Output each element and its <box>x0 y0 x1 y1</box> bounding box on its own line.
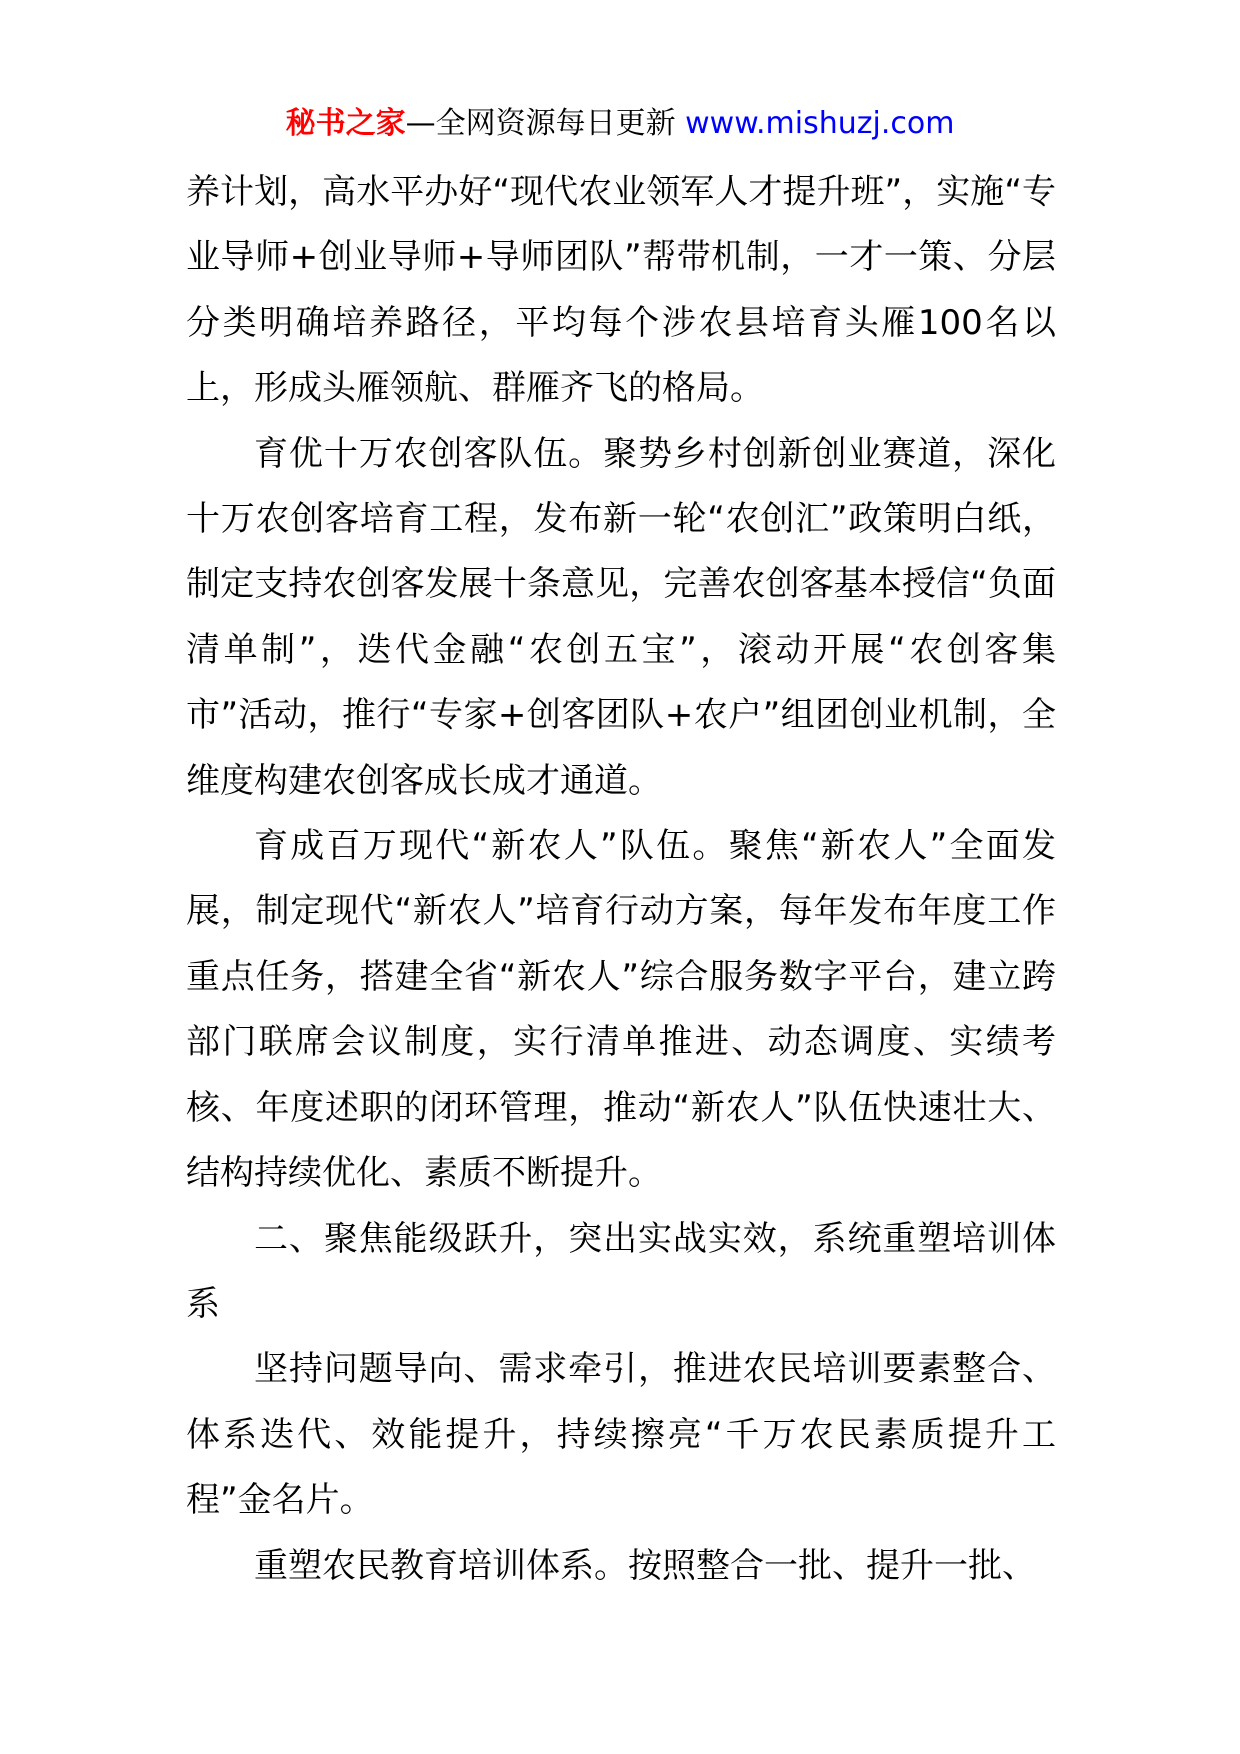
paragraph-training-system: 重塑农民教育培训体系。按照整合一批、提升一批、 <box>254 1545 1036 1586</box>
paragraph-xinnongren: 育成百万现代“新农人”队伍。聚焦“新农人”全面发展，制定现代“新农人”培育行动方案，每年发布年度工作重点任务，搭建全省“新农人”综合服务数字平台，建立跨部门联席会议制度，实行清单推进、动态调度、实绩考核、年度述职的闭环管理，推动“新农人”队伍快速壮大、结构持续优化、素质不断提升。 <box>186 826 1056 1194</box>
document-body <box>186 160 1056 1599</box>
brand-name: 秘书之家 <box>285 106 406 141</box>
section-heading: 二、聚焦能级跃升，突出实战实效，系统重塑培训体系 <box>186 1218 1056 1324</box>
header-tagline: —全网资源每日更新 <box>405 106 676 141</box>
paragraph-nongchuangke: 育优十万农创客队伍。聚势乡村创新创业赛道，深化十万农创客培育工程，发布新一轮“农创汇”政策明白纸，制定支持农创客发展十条意见，完善农创客基本授信“负面清单制”，迭代金融“农创五宝”，滚动开展“农创客集市”活动，推行“专家+创客团队+农户”组团创业机制，全维度构建农创客成长成才通道。 <box>186 433 1056 801</box>
site-url-link[interactable]: www.mishuzj.com <box>685 106 955 141</box>
paragraph-intro: 坚持问题导向、需求牵引，推进农民培训要素整合、体系迭代、效能提升，持续擦亮“千万农民素质提升工程”金名片。 <box>186 1349 1056 1521</box>
page-header <box>0 102 1240 146</box>
paragraph-continued: 养计划，高水平办好“现代农业领军人才提升班”，实施“专业导师+创业导师+导师团队”帮带机制，一才一策、分层分类明确培养路径，平均每个涉农县培育头雁100名以上，形成头雁领航、群雁齐飞的格局。 <box>186 172 1056 409</box>
